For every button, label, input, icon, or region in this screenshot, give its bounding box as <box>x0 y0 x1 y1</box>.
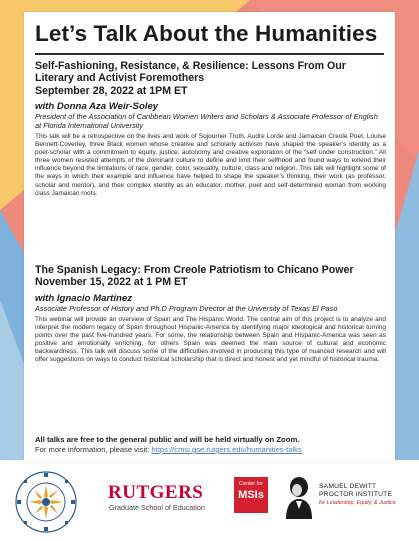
more-info-link[interactable]: https://cmsi.gse.rutgers.edu/humanities-talks <box>151 445 302 454</box>
msi-logo-top: Center for <box>239 481 263 487</box>
proctor-line-1: SAMUEL DEWITT <box>319 483 377 490</box>
rutgers-logo <box>108 483 205 512</box>
rutgers-wordmark: RUTGERS <box>108 482 204 503</box>
proctor-portrait-icon <box>284 475 314 519</box>
title-divider <box>35 53 384 55</box>
rutgers-subtitle: Graduate School of Education <box>109 503 205 512</box>
talk-1-speaker: with Donna Aza Weir-Soley <box>35 101 159 113</box>
flyer-card <box>24 12 395 462</box>
proctor-line-2: PROCTOR INSTITUTE <box>319 491 393 498</box>
msi-logo-main: MSIs <box>238 489 264 501</box>
proctor-institute-text <box>319 483 396 507</box>
talk-1-title: Self-Fashioning, Resistance, & Resilience: Lessons From Our Literary and Activist Foremothers <box>35 60 346 85</box>
talk-1-date: September 28, 2022 at 1PM ET <box>35 84 188 97</box>
free-event-note: All talks are free to the general public and will be held virtually on Zoom. <box>35 435 300 444</box>
talk-2-description: This webinar will provide an overview of Spain and The Hispanic World. The central aim of this project is to analyze and interpret the modern legacy of Spain throughout Hispanic-America by identifying major ideological and historical turning points over the past five-hundred years. For some, the relationship between Spain and Hispanic-America was seen as positive and emotionally enriching, for others Spain was deemed the main source of cultural and economic backwardness. This talk will discuss some of the difficulties involved in producing this type of nuanced research and will offer suggestions on ways to conduct historical scholarship that is direct and honest and yet mindful of historical trauma. <box>35 315 386 364</box>
logo-strip <box>0 462 419 541</box>
center-for-msis-logo <box>234 477 268 513</box>
proctor-line-3: for Leadership, Equity, & Justice <box>319 500 396 506</box>
talk-1-description: This talk will be a retrospective on the lives and work of Sojourner Truth, Audre Lorde and Jamaican Creole Poet, Louise Bennett-Coverley, three Black women whose creative and scholarly activism have shaped the speaker’s identity as a poet-scholar with a commitment to equity, justice, autonomy and creative exploration of the “self under construction.” All three women resisted attempts of the dominant culture to define and limit their selfhood and found ways to extend their influence beyond the limitations of race, gender, color, sexuality, culture, class and religion. This talk will highlight some of the ways in which their example and influence have helped to shape the speaker’s thinking, their work (as professor, scholar and mentor), and their complex identity as an educator, mother, poet and self-determined woman from working class Jamaican roots. <box>35 133 386 197</box>
talk-section-1 <box>35 60 386 198</box>
more-info-prefix: For more information, please visit: <box>35 445 152 454</box>
talk-2-date: November 15, 2022 at 1 PM ET <box>35 276 188 289</box>
talk-section-2 <box>35 264 386 364</box>
talk-2-title: The Spanish Legacy: From Creole Patriotism to Chicano Power <box>35 264 354 276</box>
page-title: Let’s Talk About the Humanities <box>35 21 378 46</box>
talk-2-affiliation: Associate Professor of History and Ph.D Program Director at the University of Texas El Paso <box>35 303 338 313</box>
hsi-pathways-seal-icon <box>14 470 78 534</box>
talk-2-speaker: with Ignacio Martínez <box>35 292 133 304</box>
talk-1-affiliation: President of the Association of Caribbean Women Writers and Scholars & Associate Professor of English at Florida International University <box>35 112 378 131</box>
more-info-line <box>35 445 395 454</box>
proctor-institute-logo <box>284 475 414 523</box>
